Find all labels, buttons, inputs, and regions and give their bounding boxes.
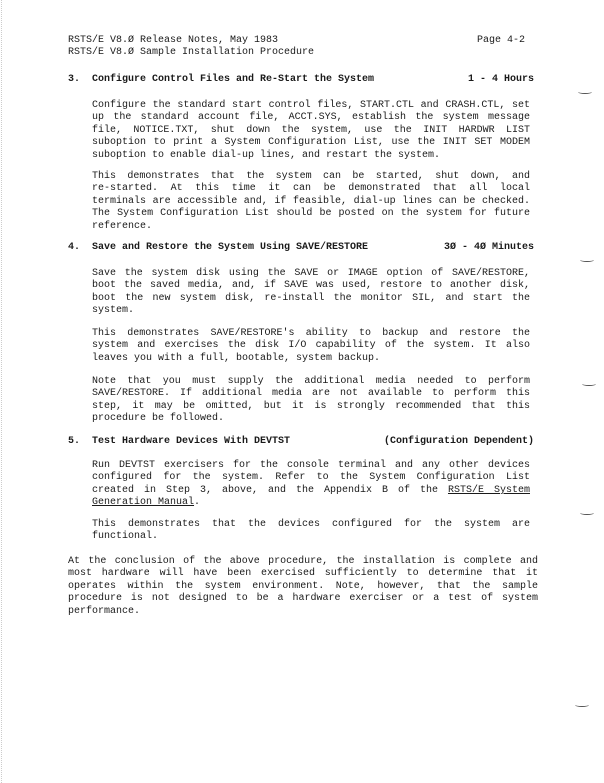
text-line: boot the new system disk, re-install the monitor SIL, and start the bbox=[92, 293, 530, 304]
margin-mark bbox=[578, 90, 592, 94]
text-line: leaves you with a full, bootable, system backup. bbox=[92, 353, 381, 364]
text-line: system. bbox=[92, 305, 135, 316]
header-subtitle: RSTS/E V8.Ø Sample Installation Procedure bbox=[68, 47, 315, 58]
text-line: Note that you must supply the additional media needed to perform bbox=[92, 376, 530, 387]
text-line: step, it may be omitted, but it is strongly recommended that this bbox=[92, 401, 530, 412]
text-line: re-started. At this time it can be demonstrated that all local bbox=[92, 183, 530, 194]
text-fragment: . bbox=[194, 497, 201, 508]
section-title: Save and Restore the System Using SAVE/RESTORE bbox=[92, 242, 369, 253]
text-line: procedure be followed. bbox=[92, 413, 225, 424]
margin-mark bbox=[580, 511, 594, 515]
conclusion-line: procedure is not designed to be a hardware exerciser or a test of system bbox=[68, 593, 538, 604]
conclusion-line: operates within the system environment. Note, however, that the sample bbox=[68, 581, 538, 592]
text-line: system and exercises the disk I/O capability of the system. It also bbox=[92, 340, 530, 351]
text-line: The System Configuration List should be posted on the system for future bbox=[92, 208, 530, 219]
section-title: Test Hardware Devices With DEVTST bbox=[92, 436, 291, 447]
text-line: Save the system disk using the SAVE or IMAGE option of SAVE/RESTORE, bbox=[92, 268, 530, 279]
text-line: This demonstrates SAVE/RESTORE's ability to backup and restore the bbox=[92, 328, 530, 339]
page-number: Page 4-2 bbox=[476, 35, 525, 46]
text-line: reference. bbox=[92, 221, 153, 232]
scan-edge bbox=[1, 0, 3, 783]
section-duration: 1 - 4 Hours bbox=[467, 74, 534, 85]
text-line: configured for the system. Refer to the System Configuration List bbox=[92, 472, 530, 483]
text-fragment: created in Step 3, above, and the Appendix B of the bbox=[92, 485, 448, 496]
text-line: suboption to enable dial-up lines, and restart the system. bbox=[92, 150, 441, 161]
text-line: Configure the standard start control files, START.CTL and CRASH.CTL, set bbox=[92, 100, 530, 111]
text-line: suboption to print a System Configuration List, use the INIT SET MODEM bbox=[92, 137, 530, 148]
manual-title: Generation Manual bbox=[92, 497, 195, 508]
section-number: 4. bbox=[68, 242, 81, 253]
text-line: This demonstrates that the system can be started, shut down, and bbox=[92, 171, 530, 182]
margin-mark bbox=[575, 703, 589, 707]
conclusion-line: At the conclusion of the above procedure, the installation is complete and bbox=[68, 556, 538, 567]
text-line: Run DEVTST exercisers for the console terminal and any other devices bbox=[92, 460, 530, 471]
section-duration: 3Ø - 4Ø Minutes bbox=[443, 242, 534, 253]
text-line: This demonstrates that the devices configured for the system are bbox=[92, 519, 530, 530]
text-line: up the standard account file, ACCT.SYS, establish the system message bbox=[92, 112, 530, 123]
text-line: functional. bbox=[92, 531, 159, 542]
text-line: terminals are accessible and, if feasible, dial-up lines can be checked. bbox=[92, 196, 530, 207]
conclusion-line: performance. bbox=[68, 606, 141, 617]
header-title: RSTS/E V8.Ø Release Notes, May 1983 bbox=[68, 35, 279, 46]
conclusion-line: most hardware will have been exercised sufficiently to determine that it bbox=[68, 568, 538, 579]
margin-mark bbox=[580, 258, 594, 262]
manual-title: RSTS/E System bbox=[447, 485, 530, 496]
section-number: 5. bbox=[68, 436, 81, 447]
text-line: file, NOTICE.TXT, shut down the system, use the INIT HARDWR LIST bbox=[92, 125, 530, 136]
section-title: Configure Control Files and Re-Start the System bbox=[92, 74, 375, 85]
text-line bbox=[92, 496, 200, 509]
text-line: boot the saved media, and, if SAVE was used, restore to another disk, bbox=[92, 280, 530, 291]
section-duration: (Configuration Dependent) bbox=[383, 436, 534, 447]
margin-mark bbox=[582, 382, 596, 386]
text-line: SAVE/RESTORE. If additional media are not available to perform this bbox=[92, 388, 530, 399]
section-number: 3. bbox=[68, 74, 81, 85]
